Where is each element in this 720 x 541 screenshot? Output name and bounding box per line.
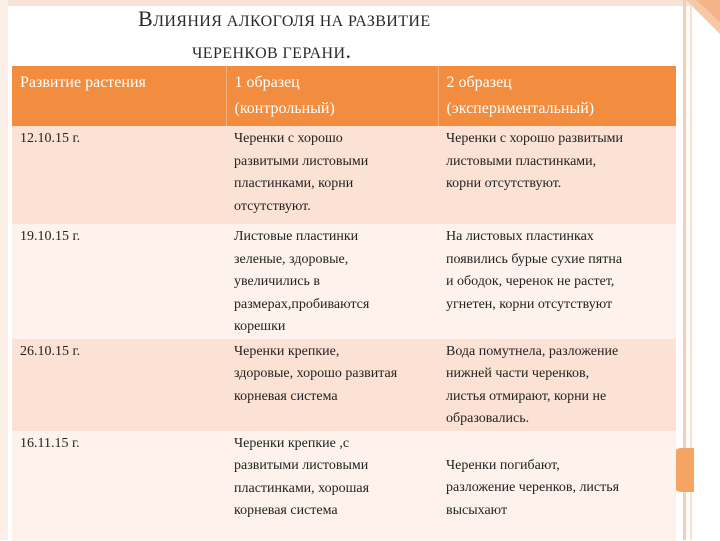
control-cell	[226, 224, 438, 339]
cell-line: корешки	[234, 319, 286, 334]
cell-line: размерах,пробиваются	[234, 296, 370, 312]
cell-line: образовались.	[446, 411, 530, 426]
header-sample-1-sub: (контрольный)	[234, 100, 335, 117]
experimental-cell	[438, 431, 676, 541]
cell-line: корневая система	[234, 388, 338, 404]
cell-line: На листовых пластинках	[446, 229, 594, 244]
title-period: .	[345, 38, 352, 63]
cell-line: листовыми пластинками,	[446, 153, 597, 169]
control-cell	[226, 126, 438, 224]
row-date: 26.10.15 г.	[12, 339, 226, 431]
cell-line: появились бурые сухие пятна	[446, 251, 623, 267]
cell-line: высыхают	[446, 502, 508, 518]
title-line-1-text: ЛИЯНИЯ АЛКОГОЛЯ НА РАЗВИТИЕ	[153, 13, 431, 30]
cell-line: Листовые пластинки	[234, 229, 359, 244]
cell-line: угнетен, корни отсутствуют	[446, 296, 613, 312]
slide-left-border	[0, 0, 8, 540]
table-row	[12, 224, 676, 339]
cell-line: Вода помутнела, разложение	[446, 343, 619, 359]
cell-line: листья отмирают, корни не	[446, 388, 607, 404]
header-development	[12, 66, 226, 126]
row-date: 19.10.15 г.	[12, 224, 226, 339]
cell-line: корневая система	[234, 503, 338, 518]
control-cell	[226, 431, 438, 541]
cell-line: здоровые, хорошо развитая	[234, 366, 398, 381]
table-row	[12, 126, 676, 224]
header-sample-2	[438, 66, 676, 126]
slide-title	[0, 0, 720, 66]
cell-line: нижней части черенков,	[446, 366, 590, 381]
control-cell	[226, 339, 438, 431]
cell-line: Черенки с хорошо развитыми	[446, 131, 623, 146]
cell-line: увеличились в	[234, 274, 320, 289]
experimental-cell	[438, 224, 676, 339]
title-line-2	[192, 38, 351, 64]
experimental-cell	[438, 126, 676, 224]
table-row	[12, 339, 676, 431]
table-row	[12, 431, 676, 541]
cell-spacer	[446, 433, 672, 455]
table-header-row	[12, 66, 676, 126]
results-table	[12, 66, 676, 541]
header-development-label: Развитие растения	[20, 74, 146, 91]
title-line-1	[138, 6, 431, 32]
header-sample-1	[226, 66, 438, 126]
cell-line: зеленые, здоровые,	[234, 251, 349, 267]
header-sample-1-label: 1 образец	[234, 74, 300, 91]
cell-line: Черенки с хорошо	[234, 131, 343, 146]
cell-line: отсутствуют.	[234, 198, 311, 214]
cell-line: пластинками, корни	[234, 176, 354, 191]
cell-line: пластинками, хорошая	[234, 480, 370, 496]
header-sample-2-sub: (экспериментальный)	[446, 100, 595, 117]
cell-line: корни отсутствуют.	[446, 176, 562, 191]
header-sample-2-label: 2 образец	[446, 74, 512, 91]
cell-line: Черенки крепкие ,с	[234, 435, 350, 451]
title-initial: В	[138, 6, 154, 31]
row-date: 12.10.15 г.	[12, 126, 226, 224]
cell-line: разложение черенков, листья	[446, 480, 620, 495]
cell-line: Черенки крепкие,	[234, 343, 340, 359]
cell-line: развитыми листовыми	[234, 458, 369, 473]
cell-line: развитыми листовыми	[234, 153, 369, 169]
cell-line: Черенки погибают,	[446, 457, 560, 473]
row-date: 16.11.15 г.	[12, 431, 226, 541]
title-line-2-text: ЧЕРЕНКОВ ГЕРАНИ	[192, 45, 346, 62]
cell-line: и ободок, черенок не растет,	[446, 274, 615, 289]
experimental-cell	[438, 339, 676, 431]
